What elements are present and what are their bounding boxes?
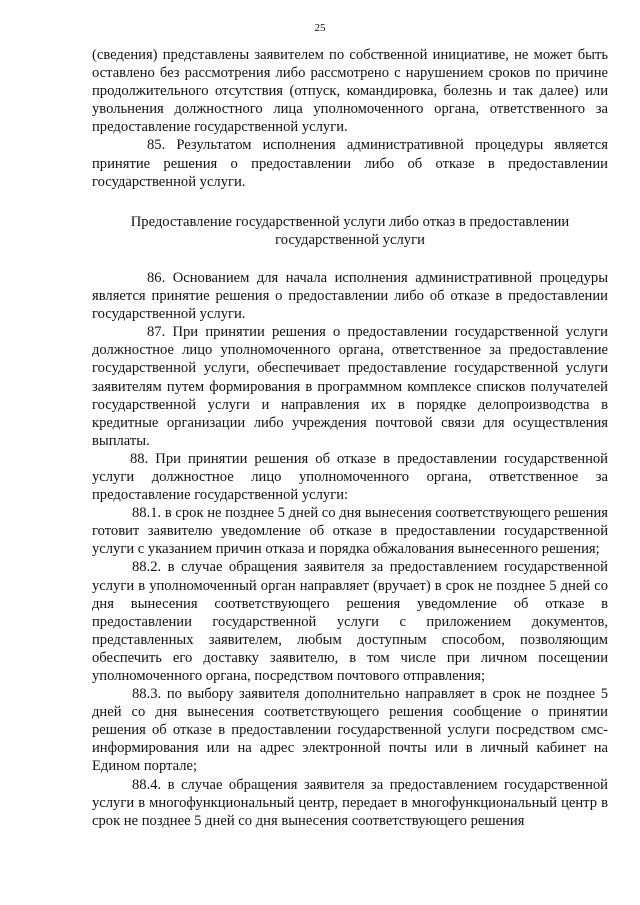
paragraph-88-4: 88.4. в случае обращения заявителя за предоставлением государственной услуги в многофункциональный центр, передает в многофункциональный центр в срок не позднее 5 дней со дня вынесения соответствующего решения [92, 776, 608, 829]
paragraph-86: 86. Основанием для начала исполнения административной процедуры является принятие решения о предоставлении либо об отказе в предоставлении государственной услуги. [92, 269, 608, 323]
document-body [92, 46, 608, 830]
section-heading-line-2: государственной услуги [275, 231, 425, 248]
section-heading-line-1: Предоставление государственной услуги либо отказ в предоставлении [130, 213, 570, 230]
paragraph-88: 88. При принятии решения об отказе в предоставлении государственной услуги должностное лицо уполномоченного органа, ответственное за предоставление государственной услуги: [92, 450, 608, 504]
page-number: 25 [314, 22, 326, 34]
paragraph-continuation: (сведения) представлены заявителем по собственной инициативе, не может быть оставлено без рассмотрения либо рассмотрено с нарушением сроков по причине продолжительного отсутствия (отпуск, командировка, болезнь и так далее) или увольнения должностного лица уполномоченного органа, ответственного за предоставление государственной услуги. [92, 47, 608, 136]
paragraph-88-3: 88.3. по выбору заявителя дополнительно направляет в срок не позднее 5 дней со дня вынесения соответствующего решения сообщение о принятии решения об отказе в предоставлении государственной услуги посредством смс-информирования или на адрес электронной почты или в личный кабинет на Едином портале; [92, 686, 608, 775]
section-heading [92, 213, 608, 249]
paragraph-87: 87. При принятии решения о предоставлении государственной услуги должностное лицо уполномоченного органа, ответственное за предоставление государственной услуги, обеспечивает предоставление государственной услуги заявителям путем формирования в программном комплексе списков получателей государственной услуги и направления их в порядке делопроизводства в кредитные организации либо учреждения почтовой связи для осуществления выплаты. [92, 324, 608, 449]
paragraph-88-1: 88.1. в срок не позднее 5 дней со дня вынесения соответствующего решения готовит заявителю уведомление об отказе в предоставлении государственной услуги с указанием причин отказа и порядка обжалования вынесенного решения; [92, 505, 608, 558]
paragraph-85: 85. Результатом исполнения административной процедуры является принятие решения о предоставлении либо об отказе в предоставлении государственной услуги. [92, 137, 608, 190]
paragraph-88-2: 88.2. в случае обращения заявителя за предоставлением государственной услуги в уполномоченный орган направляет (вручает) в срок не позднее 5 дней со дня вынесения соответствующего решения уведомление об отказе в предоставлении государственной услуги с приложением документов, представленных заявителем, любым доступным способом, позволяющим обеспечить его доставку заявителю, в том числе при личном посещении уполномоченного органа, посредством почтового отправления; [92, 559, 608, 684]
